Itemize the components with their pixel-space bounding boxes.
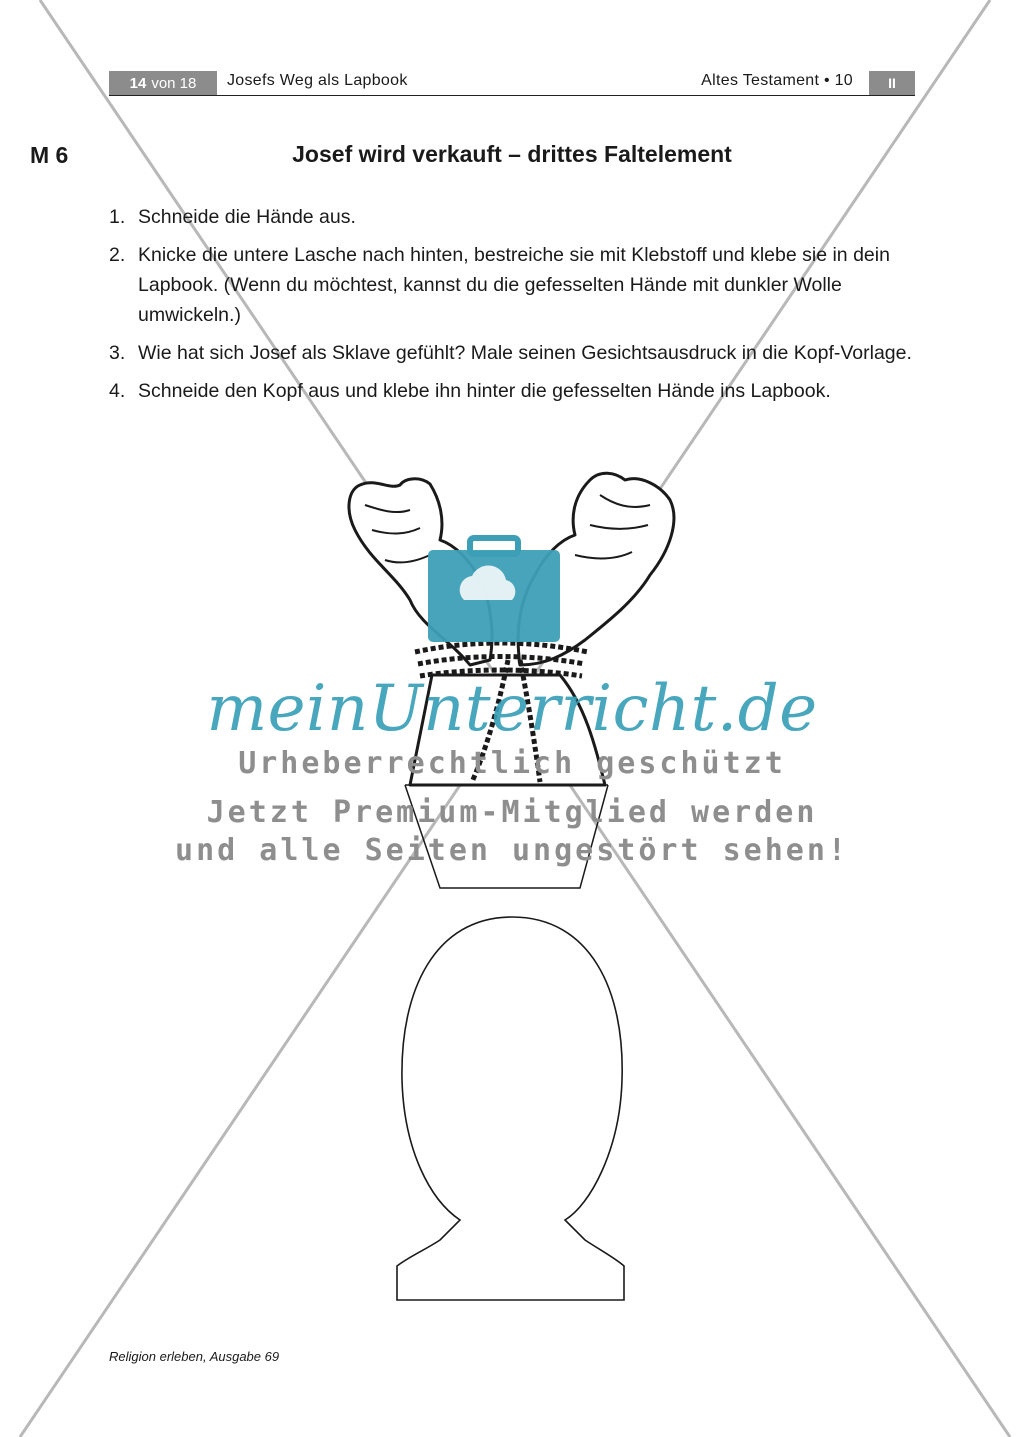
header-section: Altes Testament • 10 bbox=[701, 72, 853, 89]
header-title: Josefs Weg als Lapbook bbox=[227, 72, 408, 89]
step-number: 3. bbox=[109, 342, 126, 364]
step-text: Schneide die Hände aus. bbox=[138, 206, 356, 228]
step-text: Wie hat sich Josef als Sklave gefühlt? Male seinen Gesichtsausdruck in die Kopf-Vorlage. bbox=[138, 342, 912, 364]
page-title: Josef wird verkauft – drittes Faltelement bbox=[292, 141, 732, 167]
watermark-premium-line1: Jetzt Premium-Mitglied werden bbox=[206, 795, 818, 830]
step-number: 2. bbox=[109, 244, 126, 266]
footer-source: Religion erleben, Ausgabe 69 bbox=[109, 1349, 280, 1364]
step-text: Schneide den Kopf aus und klebe ihn hinter die gefesselten Hände ins Lapbook. bbox=[138, 380, 831, 402]
step-number: 1. bbox=[109, 206, 126, 228]
watermark-logo: meinUnterricht.de bbox=[206, 672, 818, 746]
material-label: M 6 bbox=[30, 142, 69, 168]
page-total: von 18 bbox=[151, 74, 197, 92]
watermark-premium-line2: und alle Seiten ungestört sehen! bbox=[175, 833, 849, 868]
watermark-copyright: Urheberrechtlich geschützt bbox=[238, 746, 786, 781]
level-badge: II bbox=[869, 71, 915, 95]
page-current: 14 bbox=[129, 74, 147, 92]
step-number: 4. bbox=[109, 380, 126, 402]
step-text: Knicke die untere Lasche nach hinten, bestreiche sie mit Klebstoff und klebe sie in dein Lapbook. (Wenn du möchtest, kannst du die gefesselten Hände mit dunkler Wolle umwickeln.) bbox=[138, 244, 890, 326]
